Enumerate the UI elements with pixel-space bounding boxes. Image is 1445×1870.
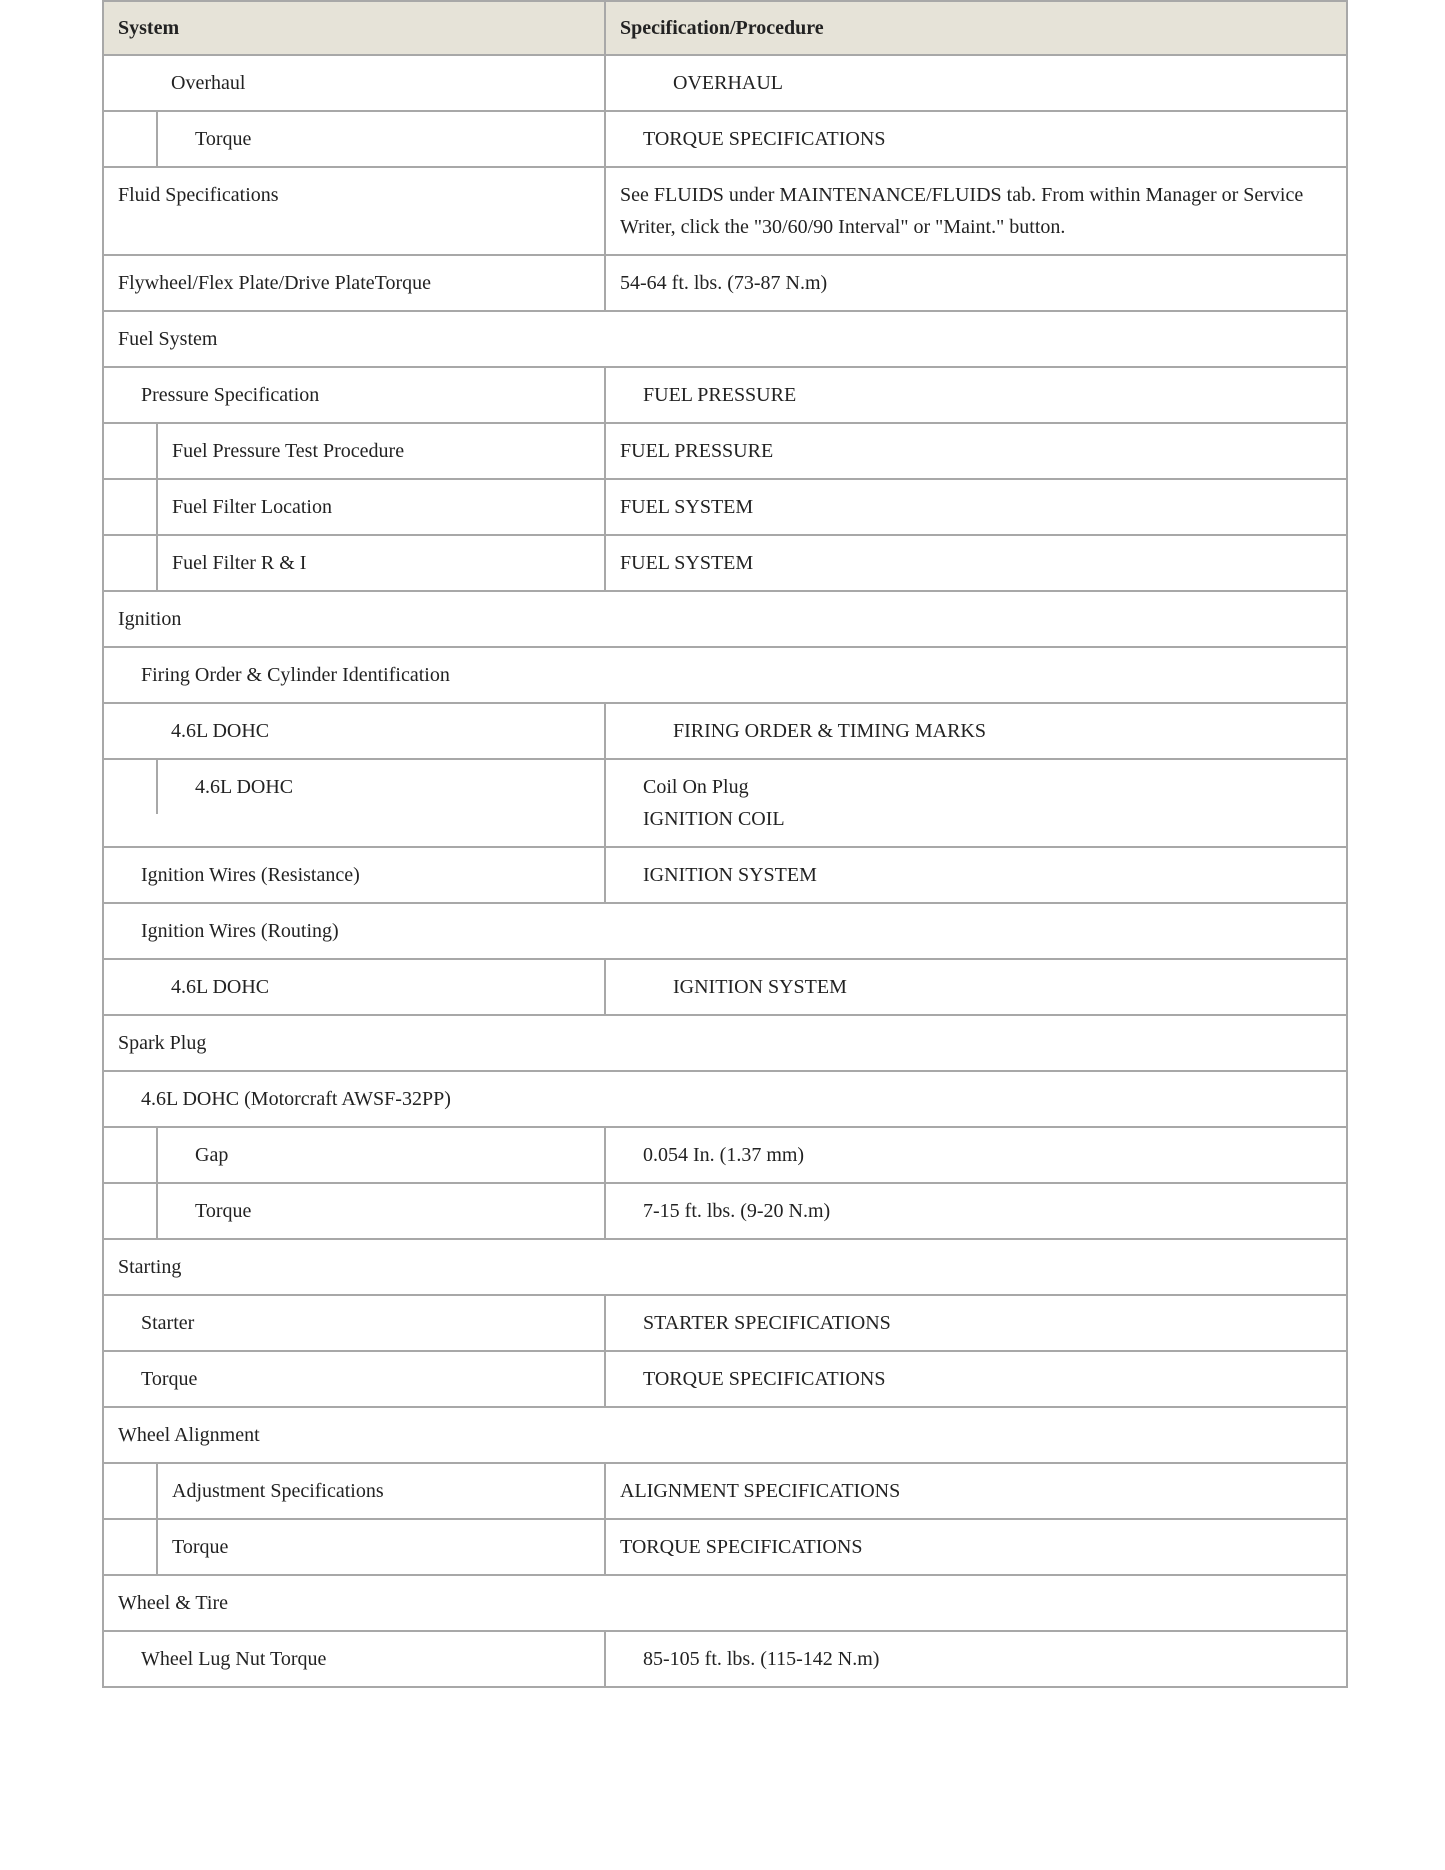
row-label: Fluid Specifications xyxy=(103,167,605,255)
table-row xyxy=(103,255,1347,311)
section-row xyxy=(103,1239,1347,1295)
row-link[interactable]: TORQUE SPECIFICATIONS xyxy=(605,111,1347,167)
row-label: Starter xyxy=(103,1295,605,1351)
row-label: Torque xyxy=(195,1200,252,1222)
row-label: Overhaul xyxy=(103,55,605,111)
row-link[interactable]: IGNITION SYSTEM xyxy=(605,847,1347,903)
table-row xyxy=(103,759,1347,847)
table-row xyxy=(103,1463,1347,1519)
table-row xyxy=(103,423,1347,479)
spec-table xyxy=(102,0,1348,1688)
table-row xyxy=(103,959,1347,1015)
row-link[interactable]: FIRING ORDER & TIMING MARKS xyxy=(605,703,1347,759)
row-value: See FLUIDS under MAINTENANCE/FLUIDS tab. From within Manager or Service Writer, click the "30/60/90 Interval" or "Maint." button. xyxy=(605,167,1347,255)
row-label: Wheel Lug Nut Torque xyxy=(103,1631,605,1687)
section-label: Ignition Wires (Routing) xyxy=(103,903,1347,959)
table-row xyxy=(103,1183,1347,1239)
table-row xyxy=(103,1351,1347,1407)
section-row xyxy=(103,591,1347,647)
row-link[interactable]: IGNITION COIL xyxy=(643,808,785,830)
row-value: Coil On Plug xyxy=(643,776,749,798)
section-label: Ignition xyxy=(103,591,1347,647)
section-label: Wheel & Tire xyxy=(103,1575,1347,1631)
row-label: Ignition Wires (Resistance) xyxy=(103,847,605,903)
table-row xyxy=(103,847,1347,903)
row-link[interactable]: TORQUE SPECIFICATIONS xyxy=(605,1519,1347,1575)
section-label: Spark Plug xyxy=(103,1015,1347,1071)
row-label: Torque xyxy=(195,128,252,150)
section-label: Starting xyxy=(103,1239,1347,1295)
row-label: Adjustment Specifications xyxy=(172,1480,384,1502)
section-label: Wheel Alignment xyxy=(103,1407,1347,1463)
row-label: Flywheel/Flex Plate/Drive PlateTorque xyxy=(103,255,605,311)
table-row xyxy=(103,367,1347,423)
row-link[interactable]: STARTER SPECIFICATIONS xyxy=(605,1295,1347,1351)
row-label: Torque xyxy=(172,1536,229,1558)
row-label: Torque xyxy=(103,1351,605,1407)
row-value: 54-64 ft. lbs. (73-87 N.m) xyxy=(605,255,1347,311)
row-label: Fuel Filter R & I xyxy=(172,552,307,574)
row-value: 0.054 In. (1.37 mm) xyxy=(605,1127,1347,1183)
row-link[interactable]: FUEL SYSTEM xyxy=(605,479,1347,535)
section-row xyxy=(103,903,1347,959)
section-row xyxy=(103,1575,1347,1631)
row-label: Fuel Pressure Test Procedure xyxy=(172,440,405,462)
section-label: Fuel System xyxy=(103,311,1347,367)
table-header-row xyxy=(103,1,1347,55)
row-label: Gap xyxy=(195,1144,229,1166)
row-value: 7-15 ft. lbs. (9-20 N.m) xyxy=(605,1183,1347,1239)
row-label: 4.6L DOHC xyxy=(103,959,605,1015)
section-label: 4.6L DOHC (Motorcraft AWSF-32PP) xyxy=(103,1071,1347,1127)
row-label: 4.6L DOHC xyxy=(103,703,605,759)
section-row xyxy=(103,1071,1347,1127)
table-row xyxy=(103,1295,1347,1351)
row-label: 4.6L DOHC xyxy=(195,776,294,798)
row-link[interactable]: IGNITION SYSTEM xyxy=(605,959,1347,1015)
row-link[interactable]: FUEL PRESSURE xyxy=(605,367,1347,423)
section-row xyxy=(103,1407,1347,1463)
row-value-multi xyxy=(605,759,1347,847)
row-label: Fuel Filter Location xyxy=(172,496,332,518)
table-row xyxy=(103,479,1347,535)
section-row xyxy=(103,647,1347,703)
section-label: Firing Order & Cylinder Identification xyxy=(103,647,1347,703)
table-row xyxy=(103,1631,1347,1687)
table-row xyxy=(103,111,1347,167)
row-link[interactable]: ALIGNMENT SPECIFICATIONS xyxy=(605,1463,1347,1519)
table-row xyxy=(103,703,1347,759)
table-row xyxy=(103,55,1347,111)
table-row xyxy=(103,535,1347,591)
row-link[interactable]: TORQUE SPECIFICATIONS xyxy=(605,1351,1347,1407)
row-link[interactable]: FUEL PRESSURE xyxy=(605,423,1347,479)
section-row xyxy=(103,311,1347,367)
table-row xyxy=(103,1519,1347,1575)
row-value: 85-105 ft. lbs. (115-142 N.m) xyxy=(605,1631,1347,1687)
table-row xyxy=(103,1127,1347,1183)
header-system: System xyxy=(103,1,605,55)
section-row xyxy=(103,1015,1347,1071)
row-label: Pressure Specification xyxy=(103,367,605,423)
row-link[interactable]: FUEL SYSTEM xyxy=(605,535,1347,591)
row-link[interactable]: OVERHAUL xyxy=(605,55,1347,111)
header-specification: Specification/Procedure xyxy=(605,1,1347,55)
spec-table-container xyxy=(102,0,1346,1688)
table-row xyxy=(103,167,1347,255)
